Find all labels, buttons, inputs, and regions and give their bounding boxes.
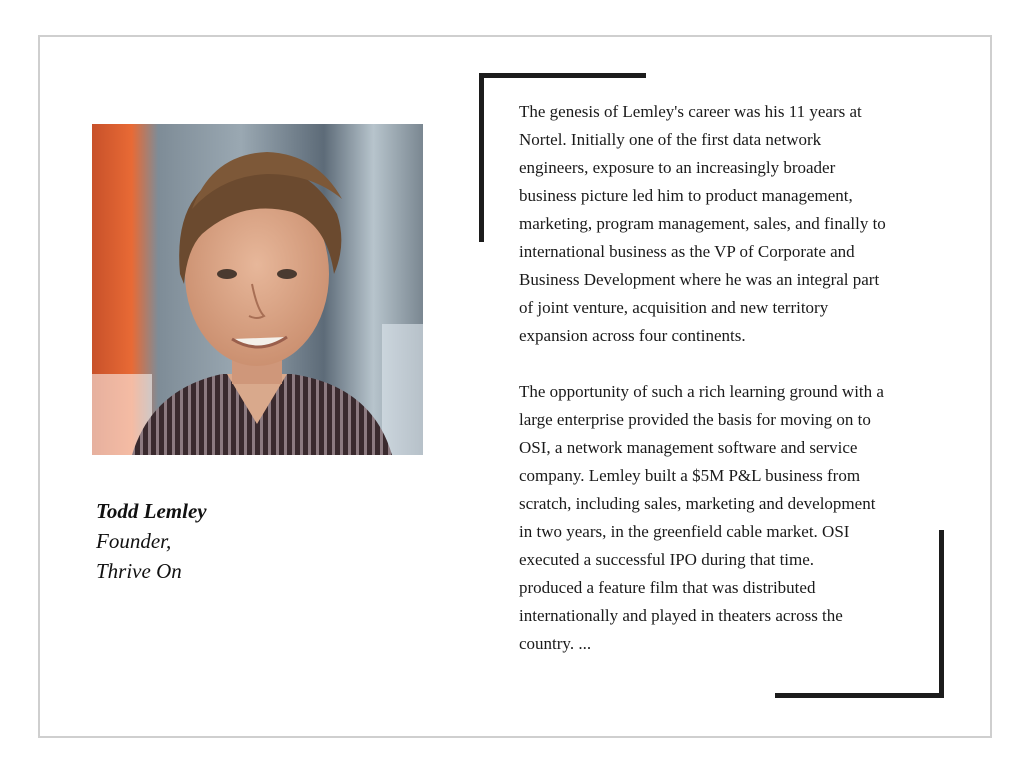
portrait-icon [92, 124, 423, 455]
decorative-bracket-top-horizontal [479, 73, 646, 78]
decorative-bracket-top-vertical [479, 73, 484, 242]
profile-name: Todd Lemley [96, 499, 207, 523]
profile-photo [92, 124, 423, 455]
decorative-bracket-bottom-vertical [939, 530, 944, 698]
bio-paragraph-2: The opportunity of such a rich learning ground with a large enterprise provided the basis for moving on to OSI, a network management software and service company. Lemley built a $5M P&L business from scratch, including sales, marketing and development in two years, in the greenfield cable market. OSI executed a successful IPO during that time. produced a feature film that was distributed internationally and played in theaters across the country. ... [519, 382, 884, 653]
profile-name-block [96, 496, 207, 586]
bio-paragraph-1: The genesis of Lemley's career was his 11 years at Nortel. Initially one of the first data network engineers, exposure to an increasingly broader business picture led him to product management, marketing, program management, sales, and finally to international business as the VP of Corporate and Business Development where he was an integral part of joint venture, acquisition and new territory expansion across four continents. [519, 102, 886, 345]
bio-text [519, 98, 919, 658]
decorative-bracket-bottom-horizontal [775, 693, 944, 698]
profile-company: Thrive On [96, 559, 182, 583]
profile-role: Founder, [96, 529, 172, 553]
